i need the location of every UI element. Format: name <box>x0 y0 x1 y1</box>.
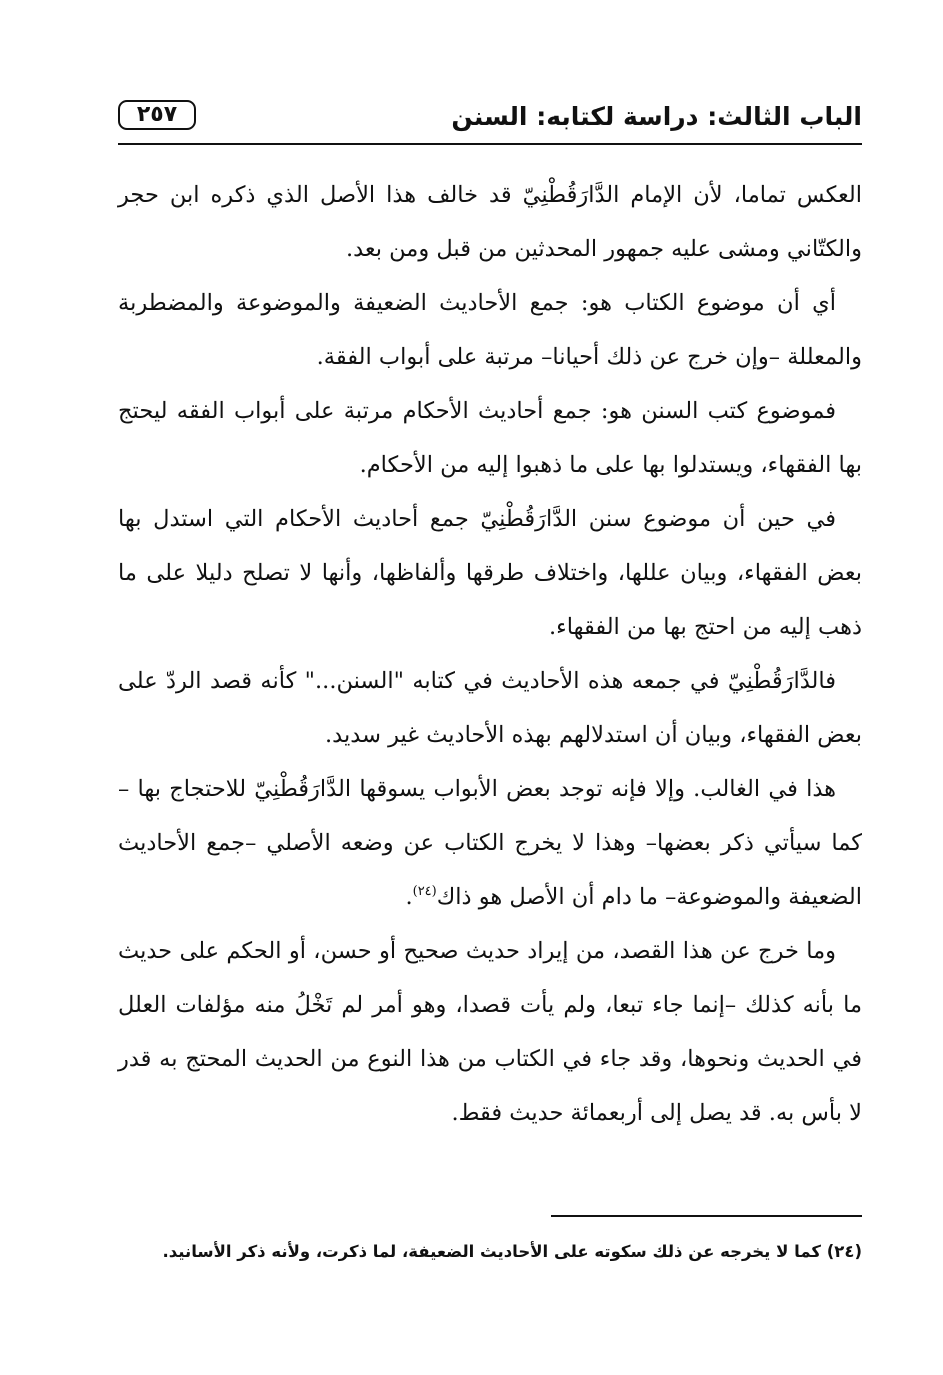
main-text <box>118 168 862 1140</box>
paragraph-5: فالدَّارَقُطْنِيّ في جمعه هذه الأحاديث في كتابه "السنن..." كأنه قصد الردّ على بعض الفقهاء، وبيان أن استدلالهم بهذه الأحاديث غير سديد. <box>118 668 862 748</box>
footnote-rule <box>551 1215 862 1217</box>
footnote-24: (٢٤) كما لا يخرجه عن ذلك سكوته على الأحاديث الضعيفة، لما ذكرت، ولأنه ذكر الأسانيد. <box>162 1242 862 1261</box>
paragraph-3: فموضوع كتب السنن هو: جمع أحاديث الأحكام مرتبة على أبواب الفقه ليحتج بها الفقهاء، ويستدلوا بها على ما ذهبوا إليه من الأحكام. <box>118 398 862 478</box>
running-title: الباب الثالث: دراسة لكتابه: السنن <box>451 102 862 131</box>
footnote-reference[interactable]: (٢٤) <box>412 884 437 899</box>
page-header <box>118 96 862 142</box>
paragraph-6 <box>118 762 862 924</box>
paragraph-2: أي أن موضوع الكتاب هو: جمع الأحاديث الضعيفة والموضوعة والمضطربة والمعللة –وإن خرج عن ذلك أحيانا– مرتبة على أبواب الفقة. <box>118 290 862 370</box>
paragraph-6-text: هذا في الغالب. وإلا فإنه توجد بعض الأبواب يسوقها الدَّارَقُطْنِيّ للاحتجاج بها –كما سيأتي ذكر بعضها– وهذا لا يخرج الكتاب عن وضعه الأصلي –جمع الأحاديث الضعيفة والموضوعة– ما دام أن الأصل هو ذاك <box>118 776 862 910</box>
page-number: ٢٥٧ <box>118 100 196 130</box>
paragraph-4: في حين أن موضوع سنن الدَّارَقُطْنِيّ جمع أحاديث الأحكام التي استدل بها بعض الفقهاء، وبيان عللها، واختلاف طرقها وألفاظها، وأنها لا تصلح دليلا على ما ذهب إليه من احتج بها من الفقهاء. <box>118 506 862 640</box>
paragraph-1: العكس تماما، لأن الإمام الدَّارَقُطْنِيّ قد خالف هذا الأصل الذي ذكره ابن حجر والكتّاني ومشى عليه جمهور المحدثين من قبل ومن بعد. <box>118 182 862 262</box>
paragraph-7: وما خرج عن هذا القصد، من إيراد حديث صحيح أو حسن، أو الحكم على حديث ما بأنه كذلك –إنما جاء تبعا، ولم يأت قصدا، وهو أمر لم تَخْلُ منه مؤلفات العلل في الحديث ونحوها، وقد جاء في الكتاب من هذا النوع من الحديث المحتج به قدر لا بأس به. قد يصل إلى أربعمائة حديث فقط. <box>118 938 862 1126</box>
paragraph-6-end: . <box>405 884 413 910</box>
header-rule <box>118 143 862 145</box>
